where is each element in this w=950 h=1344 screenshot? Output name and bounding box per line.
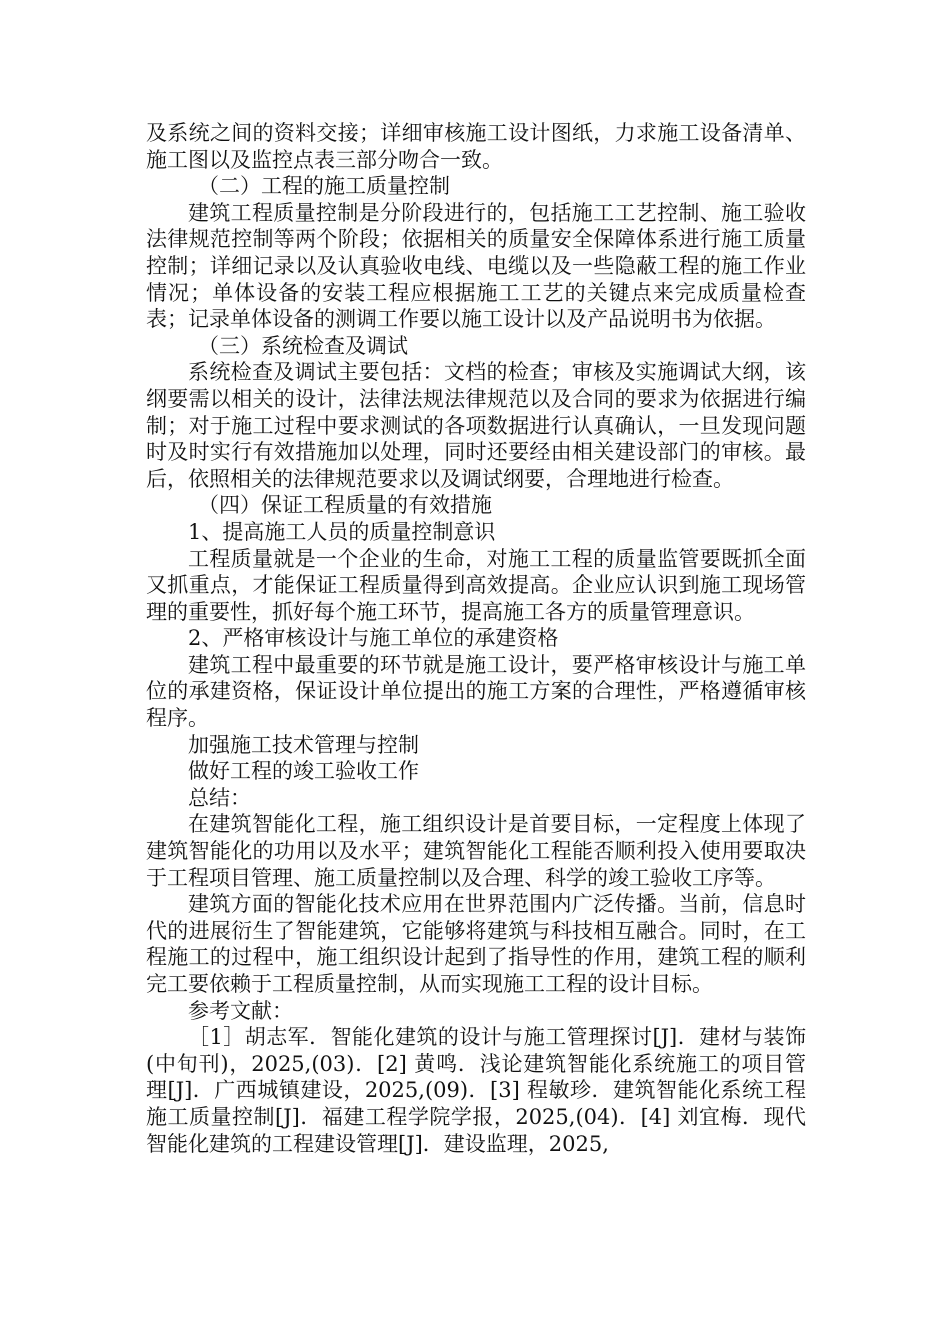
document-page: [146, 120, 806, 1157]
subheading-qualification: 2、严格审核设计与施工单位的承建资格: [188, 626, 559, 651]
paragraph-system-check: 系统检查及调试主要包括：文档的检查；审核及实施调试大纲，该纲要需以相关的设计，法律法规法律规范以及合同的要求为依据进行编制；对于施工过程中要求测试的各项数据进行认真确认，一旦发现问题时及时实行有效措施加以处理，同时还要经由相关建设部门的审核。最后，依照相关的法律规范要求以及调试纲要，合理地进行检查。: [146, 360, 806, 491]
paragraph-summary-2: 建筑方面的智能化技术应用在世界范围内广泛传播。当前，信息时代的进展衍生了智能建筑，它能够将建筑与科技相互融合。同时，在工程施工的过程中，施工组织设计起到了指导性的作用，建筑工程的顺利完工要依赖于工程质量控制，从而实现施工工程的设计目标。: [146, 892, 806, 996]
subheading-tech-management: 加强施工技术管理与控制: [188, 732, 419, 757]
section-heading-construction-quality: （二）工程的施工质量控制: [198, 174, 450, 199]
section-heading-system-check: （三）系统检查及调试: [198, 333, 408, 358]
paragraph-summary-1: 在建筑智能化工程，施工组织设计是首要目标，一定程度上体现了建筑智能化的功用以及水平；建筑智能化工程能否顺利投入使用要取决于工程项目管理、施工质量控制以及合理、科学的竣工验收工序等。: [146, 812, 806, 890]
paragraph-continuation: 及系统之间的资料交接；详细审核施工设计图纸，力求施工设备清单、施工图以及监控点表三部分吻合一致。: [146, 121, 806, 172]
subheading-awareness: 1、提高施工人员的质量控制意识: [188, 519, 496, 544]
subheading-references: 参考文献：: [188, 998, 293, 1023]
paragraph-references: ［1］胡志军．智能化建筑的设计与施工管理探讨[J]．建材与装饰(中旬刊)，2025,(03)．[2] 黄鸣．浅论建筑智能化系统施工的项目管理[J]．广西城镇建设，2025,(09)．[3] 程敏珍．建筑智能化系统工程施工质量控制[J]．福建工程学院学报，2025,(04)．[4] 刘宜梅．现代智能化建筑的工程建设管理[J]．建设监理，2025,: [146, 1025, 806, 1156]
paragraph-awareness: 工程质量就是一个企业的生命，对施工工程的质量监管要既抓全面又抓重点，才能保证工程质量得到高效提高。企业应认识到施工现场管理的重要性，抓好每个施工环节，提高施工各方的质量管理意识。: [146, 546, 806, 624]
subheading-acceptance: 做好工程的竣工验收工作: [188, 759, 419, 784]
subheading-summary: 总结：: [188, 785, 251, 810]
paragraph-qualification: 建筑工程中最重要的环节就是施工设计，要严格审核设计与施工单位的承建资格，保证设计单位提出的施工方案的合理性，严格遵循审核程序。: [146, 652, 806, 731]
section-heading-measures: （四）保证工程质量的有效措施: [198, 493, 492, 518]
paragraph-quality-control: 建筑工程质量控制是分阶段进行的，包括施工工艺控制、施工验收法律规范控制等两个阶段；依据相关的质量安全保障体系进行施工质量控制；详细记录以及认真验收电线、电缆以及一些隐蔽工程的施工作业情况；单体设备的安装工程应根据施工工艺的关键点来完成质量检查表；记录单体设备的测调工作要以施工设计以及产品说明书为依据。: [146, 200, 806, 332]
